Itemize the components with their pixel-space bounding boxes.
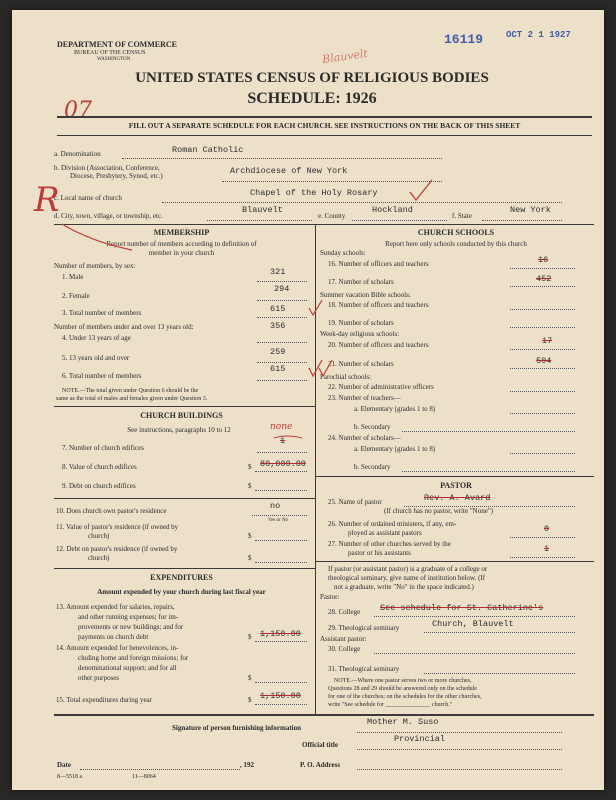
q26-label: 26. Number of ordained ministers, if any, em-: [328, 520, 457, 528]
pastor-heading: PASTOR: [440, 481, 472, 490]
q2-label: 2. Female: [62, 292, 90, 300]
division-label: b. Division (Association, Conference,: [54, 164, 160, 172]
form-title: UNITED STATES CENSUS OF RELIGIOUS BODIES: [135, 70, 489, 86]
q21-value: 504: [536, 356, 552, 366]
q10-label: 10. Does church own pastor's residence: [56, 507, 167, 515]
q13-value: 1,150.00: [260, 629, 301, 639]
under-over-value: 356: [270, 321, 286, 331]
buildings-heading: CHURCH BUILDINGS: [140, 411, 223, 420]
q19-label: 19. Number of scholars: [328, 319, 394, 327]
handwritten-r: R: [34, 180, 60, 220]
official-title-label: Official title: [302, 741, 338, 749]
q1-label: 1. Male: [62, 273, 84, 281]
pastor-sublabel: Pastor:: [320, 593, 340, 601]
q4-label: 4. Under 13 years of age: [62, 334, 131, 342]
q14-label: 14. Amount expended for benevolences, in-: [56, 644, 179, 652]
expenditures-heading: EXPENDITURES: [150, 573, 213, 582]
grad-text-3: not a graduate, write "No" in the space indicated.): [334, 583, 474, 591]
form-instruction: FILL OUT A SEPARATE SCHEDULE FOR EACH CHURCH. SEE INSTRUCTIONS ON THE BACK OF THIS SHEET: [128, 121, 521, 130]
q3-label: 3. Total number of members: [62, 309, 142, 317]
grad-text-2: theological seminary, give name of institution below. (If: [328, 574, 486, 582]
schools-heading: CHURCH SCHOOLS: [417, 228, 495, 237]
membership-intro-1: Report number of members according to definition of: [106, 240, 257, 248]
q11-dollar: $: [248, 532, 252, 540]
q27-label-2: pastor or his assistants: [348, 549, 411, 557]
q15-dollar: $: [248, 696, 252, 704]
signature-label: Signature of person furnishing information: [172, 724, 301, 732]
q20-value: 17: [542, 336, 553, 346]
q26-value: 0: [544, 524, 550, 534]
q16-value: 16: [538, 255, 549, 265]
q23-label: 23. Number of teachers—: [328, 394, 401, 402]
official-title-value: Provincial: [394, 734, 446, 744]
expenditures-sub: Amount expended by your church during last fiscal year: [97, 588, 266, 596]
q17-value: 452: [536, 274, 552, 284]
state-value: New York: [510, 205, 551, 215]
q16-label: 16. Number of officers and teachers: [328, 260, 429, 268]
local-name-value: Chapel of the Holy Rosary: [250, 188, 378, 198]
local-name-label: c. Local name of church: [54, 194, 122, 202]
state-label: f. State: [452, 212, 472, 220]
q23a-label: a. Elementary (grades 1 to 8): [354, 405, 436, 413]
q29-value: Church, Blauvelt: [432, 619, 514, 629]
denomination-value: Roman Catholic: [172, 145, 244, 155]
q9-dollar: $: [248, 482, 252, 490]
stamp-date: OCT 2 1 1927: [506, 30, 571, 40]
q25-label: 25. Name of pastor: [328, 498, 382, 506]
q1-value: 321: [270, 267, 286, 277]
division-value: Archdiocese of New York: [230, 166, 348, 176]
q7-handwritten-note: none: [270, 422, 293, 432]
q27-label: 27. Number of other churches served by the: [328, 540, 451, 548]
summer-label: Summer vacation Bible schools:: [320, 291, 411, 299]
q15-value: 1,150.00: [260, 691, 301, 701]
buildings-sub: See instructions, paragraphs 10 to 12: [127, 426, 231, 434]
county-label: e. County: [318, 212, 346, 220]
q13-label-2: and other running expenses; for im-: [78, 613, 179, 621]
q14-label-4: other purposes: [78, 674, 120, 682]
q27-value: 1: [544, 544, 550, 554]
q24a-label: a. Elementary (grades 1 to 8): [354, 445, 436, 453]
q18-label: 18. Number of officers and teachers: [328, 301, 429, 309]
q24-label: 24. Number of scholars—: [328, 434, 401, 442]
parochial-label: Parochial schools:: [320, 373, 372, 381]
members-by-sex: Number of members, by sex:: [54, 262, 136, 270]
q8-dollar: $: [248, 463, 252, 471]
q25-note: (If church has no pastor, write "None"): [384, 507, 494, 515]
pastor-note-1: NOTE.—Where one pastor serves two or more churches,: [334, 678, 472, 684]
weekday-label: Week-day religious schools:: [320, 330, 400, 338]
q15-label: 15. Total expenditures during year: [56, 696, 152, 704]
q13-label-4: payments on church debt: [78, 633, 149, 641]
denomination-label: a. Denomination: [54, 150, 101, 158]
q10-hint: Yes or No: [268, 518, 289, 523]
q2-value: 294: [274, 284, 290, 294]
q5-label: 5. 13 years old and over: [62, 354, 130, 362]
q6-value: 615: [270, 364, 286, 374]
city-value: Blauvelt: [242, 205, 283, 215]
date-label: Date: [57, 761, 71, 769]
schools-intro: Report here only schools conducted by this church: [385, 240, 527, 248]
membership-intro-2: member in your church: [148, 249, 215, 257]
handwritten-number: 07: [64, 98, 92, 123]
q23b-label: b. Secondary: [354, 423, 391, 431]
pastor-note-2: Questions 28 and 29 should be answered only on the schedule: [328, 686, 477, 692]
q25-value: Rev. A. Avard: [424, 493, 491, 503]
q30-label: 30. College: [328, 645, 361, 653]
form-number-2: 11—8064: [132, 774, 156, 780]
form-subtitle: SCHEDULE: 1926: [247, 90, 377, 107]
q6-label: 6. Total number of members: [62, 372, 142, 380]
q12-dollar: $: [248, 554, 252, 562]
signature-value: Mother M. Suso: [367, 717, 439, 727]
q31-label: 31. Theological seminary: [328, 665, 400, 673]
q11-label: 11. Value of pastor's residence (if owned by: [56, 523, 179, 531]
q7-label: 7. Number of church edifices: [62, 444, 144, 452]
pastor-note-3: for one of the churches; on the schedules for the other churches,: [328, 694, 482, 700]
q12-label-2: church): [88, 554, 110, 562]
city-label: d. City, town, village, or township, etc.: [54, 212, 163, 220]
membership-heading: MEMBERSHIP: [153, 228, 210, 237]
q21-label: 21. Number of scholars: [328, 360, 394, 368]
sunday-label: Sunday schools:: [320, 249, 366, 257]
q12-label: 12. Debt on pastor's residence (if owned by: [56, 545, 178, 553]
dept-name: DEPARTMENT OF COMMERCE: [57, 40, 178, 49]
q5-value: 259: [270, 347, 286, 357]
grad-text-1: If pastor (or assistant pastor) is a graduate of a college or: [328, 565, 488, 573]
pastor-note-4: write "See schedule for _______________ church.": [328, 702, 453, 708]
form-number: 8—5518 a: [57, 774, 83, 780]
q7-value: 1: [280, 436, 286, 446]
q13-label: 13. Amount expended for salaries, repairs,: [56, 603, 175, 611]
q13-label-3: provements or new buildings; and for: [78, 623, 184, 631]
bureau-city: WASHINGTON: [97, 57, 131, 62]
q3-value: 615: [270, 304, 286, 314]
q28-label: 28. College: [328, 608, 361, 616]
census-schedule-sheet: [12, 10, 604, 790]
date-year: , 192: [240, 761, 254, 769]
membership-note-2: same as the total of males and females given under Question 3.: [56, 396, 208, 402]
q10-value: no: [270, 501, 281, 511]
q8-label: 8. Value of church edifices: [62, 463, 137, 471]
q22-label: 22. Number of administrative officers: [328, 383, 434, 391]
po-address-label: P. O. Address: [300, 761, 341, 769]
q8-value: 80,000.00: [260, 459, 306, 469]
q29-label: 29. Theological seminary: [328, 624, 400, 632]
bureau-name: BUREAU OF THE CENSUS: [74, 50, 146, 56]
red-check-marks: [12, 10, 604, 790]
q9-label: 9. Debt on church edifices: [62, 482, 136, 490]
stamp-number: 16119: [444, 32, 484, 47]
q13-dollar: $: [248, 633, 252, 641]
q17-label: 17. Number of scholars: [328, 278, 394, 286]
q11-label-2: church): [88, 532, 110, 540]
q20-label: 20. Number of officers and teachers: [328, 341, 429, 349]
county-value: Hockland: [372, 205, 413, 215]
under-over-label: Number of members under and over 13 years old:: [54, 323, 194, 331]
q14-label-3: denominational support; and for all: [78, 664, 177, 672]
membership-note-1: NOTE.—The total given under Question 6 should be the: [62, 388, 199, 394]
q24b-label: b. Secondary: [354, 463, 391, 471]
assistant-sublabel: Assistant pastor:: [320, 635, 367, 643]
handwritten-scribble: Blauvelt: [321, 46, 369, 67]
division-label-2: Diocese, Presbytery, Synod, etc.): [70, 172, 163, 180]
q14-label-2: cluding home and foreign missions; for: [78, 654, 189, 662]
q14-dollar: $: [248, 674, 252, 682]
q26-label-2: ployed as assistant pastors: [348, 529, 422, 537]
q28-value: See schedule for St. Catherine's: [380, 603, 544, 613]
